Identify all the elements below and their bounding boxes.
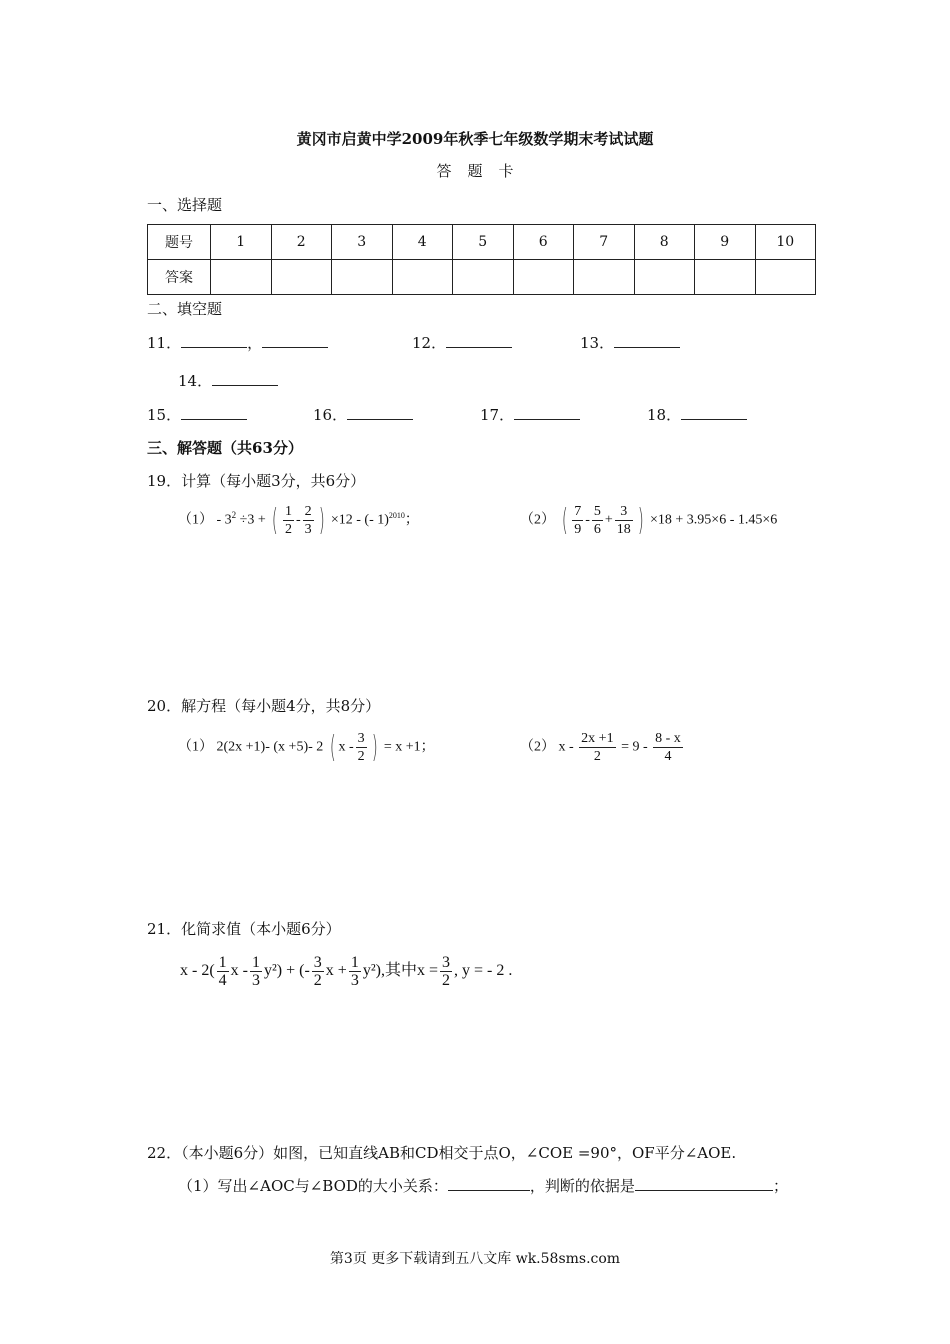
expr-text: -	[295, 512, 301, 528]
table-cell: 3	[332, 225, 393, 260]
answer-table	[147, 224, 816, 295]
expr-text: ×18 + 3.95×6 - 1.45×6	[650, 512, 778, 528]
answer-blank[interactable]	[262, 333, 328, 348]
q21-expression	[180, 954, 512, 989]
fill-q16	[313, 404, 413, 425]
answer-blank[interactable]	[212, 371, 278, 386]
q12-number: 12．	[412, 334, 447, 352]
expr-text: -	[585, 512, 590, 528]
q17-number: 17．	[480, 406, 515, 424]
answer-cell[interactable]	[211, 260, 272, 295]
q22-text: （1）写出∠AOC与∠BOD的大小关系：	[178, 1177, 448, 1195]
q14-number: 14．	[178, 372, 213, 390]
answer-cell[interactable]	[574, 260, 635, 295]
fraction: $\frac{1}{3}$	[350, 954, 359, 989]
expr-text: x -	[558, 739, 574, 755]
expr-text: = x +1；	[383, 739, 435, 755]
fraction: $\frac{3}{2}$	[313, 954, 322, 989]
q20-part2	[520, 730, 685, 765]
q11-separator: ，	[247, 334, 263, 352]
table-header-cell: 答案	[148, 260, 211, 295]
expr-text: = 9 -	[621, 739, 648, 755]
expr-text: x -	[338, 739, 354, 755]
q21-label: 21．化简求值（本小题6分）	[147, 920, 341, 938]
fraction: $\frac{2x +1}{2}$	[581, 731, 614, 764]
q22-line1: 22．（本小题6分）如图，已知直线AB和CD相交于点O，∠COE =90°，OF平分∠AOE.	[147, 1144, 737, 1162]
answer-blank[interactable]	[347, 405, 413, 420]
q18-number: 18．	[647, 406, 682, 424]
q15-number: 15．	[147, 406, 182, 424]
q11-number: 11．	[147, 334, 182, 352]
fill-q11	[147, 332, 328, 353]
table-cell: 5	[453, 225, 514, 260]
page-subtitle: 答题卡	[436, 162, 530, 180]
q22-text: ，判断的依据是	[529, 1177, 635, 1195]
q19-part2	[520, 503, 777, 538]
fraction: $\frac{1}{3}$	[251, 954, 260, 989]
q19-label: 19．计算（每小题3分，共6分）	[147, 472, 366, 490]
exponent: 2	[231, 510, 237, 521]
q20-p2-tag: （2）	[520, 739, 555, 755]
fraction: $\frac{1}{2}$	[284, 504, 292, 537]
q22-text: ；	[772, 1177, 788, 1195]
section-choice-label: 一、选择题	[147, 196, 223, 214]
right-paren: )	[318, 503, 325, 538]
expr-text: x - 2(	[180, 962, 215, 980]
table-row	[148, 260, 816, 295]
q16-number: 16．	[313, 406, 348, 424]
q19-p1-tag: （1）	[178, 512, 213, 528]
answer-cell[interactable]	[332, 260, 393, 295]
fill-q14	[178, 370, 278, 391]
table-cell: 2	[271, 225, 332, 260]
expr-text: x +	[325, 962, 347, 980]
answer-cell[interactable]	[453, 260, 514, 295]
table-cell: 10	[755, 225, 816, 260]
answer-blank[interactable]	[635, 1176, 773, 1191]
q20-label: 20．解方程（每小题4分，共8分）	[147, 697, 381, 715]
fill-q17	[480, 404, 580, 425]
table-row	[148, 225, 816, 260]
answer-blank[interactable]	[448, 1176, 530, 1191]
fill-q12	[412, 332, 512, 353]
left-paren: (	[272, 503, 279, 538]
table-cell: 4	[392, 225, 453, 260]
fraction: $\frac{1}{4}$	[218, 954, 227, 989]
fraction: $\frac{5}{6}$	[593, 504, 601, 537]
exponent: 2010	[388, 511, 405, 521]
page-title: 黄冈市启黄中学2009年秋季七年级数学期末考试试题	[296, 130, 654, 148]
expr-text: ÷3 +	[239, 512, 266, 528]
table-cell: 9	[695, 225, 756, 260]
q22-line2	[178, 1175, 788, 1196]
answer-blank[interactable]	[514, 405, 580, 420]
section-fill-label: 二、填空题	[147, 300, 223, 318]
expr-text: - 3	[216, 512, 232, 528]
answer-blank[interactable]	[681, 405, 747, 420]
answer-cell[interactable]	[695, 260, 756, 295]
table-cell: 8	[634, 225, 695, 260]
expr-text: , y = - 2 .	[453, 962, 513, 980]
expr-text: y²),其中x =	[362, 962, 438, 980]
page-footer: 第3页 更多下载请到五八文库 wk.58sms.com	[329, 1251, 621, 1267]
q20-p1-tag: （1）	[178, 739, 213, 755]
answer-blank[interactable]	[446, 333, 512, 348]
fill-q13	[580, 332, 680, 353]
table-cell: 1	[211, 225, 272, 260]
answer-cell[interactable]	[755, 260, 816, 295]
table-cell: 6	[513, 225, 574, 260]
answer-blank[interactable]	[614, 333, 680, 348]
left-paren: (	[561, 503, 568, 538]
right-paren: )	[637, 503, 644, 538]
fraction: $\frac{8 - x}{4}$	[655, 731, 681, 764]
answer-blank[interactable]	[181, 333, 247, 348]
right-paren: )	[371, 730, 378, 765]
table-cell: 7	[574, 225, 635, 260]
expr-text: x -	[230, 962, 248, 980]
answer-cell[interactable]	[634, 260, 695, 295]
fraction: $\frac{3}{2}$	[441, 954, 450, 989]
q13-number: 13．	[580, 334, 615, 352]
q19-part1	[178, 503, 419, 538]
fill-q18	[647, 404, 747, 425]
section-solve-label: 三、解答题（共63分）	[147, 439, 303, 457]
q20-part1	[178, 730, 435, 765]
fraction: $\frac{2}{3}$	[304, 504, 312, 537]
expr-text: ×12 - (- 1)	[330, 512, 389, 528]
q19-p2-tag: （2）	[520, 512, 555, 528]
fraction: $\frac{3}{18}$	[616, 504, 631, 537]
fill-q15	[147, 404, 247, 425]
answer-blank[interactable]	[181, 405, 247, 420]
expr-text: 2(2x +1)- (x +5)- 2	[216, 739, 324, 755]
answer-cell[interactable]	[271, 260, 332, 295]
answer-cell[interactable]	[513, 260, 574, 295]
expr-text: y²) + (-	[263, 962, 310, 980]
expr-text: ；	[404, 512, 419, 528]
fraction: $\frac{3}{2}$	[357, 731, 365, 764]
expr-text: +	[604, 512, 613, 528]
table-header-cell: 题号	[148, 225, 211, 260]
answer-cell[interactable]	[392, 260, 453, 295]
left-paren: (	[329, 730, 336, 765]
fraction: $\frac{7}{9}$	[574, 504, 582, 537]
